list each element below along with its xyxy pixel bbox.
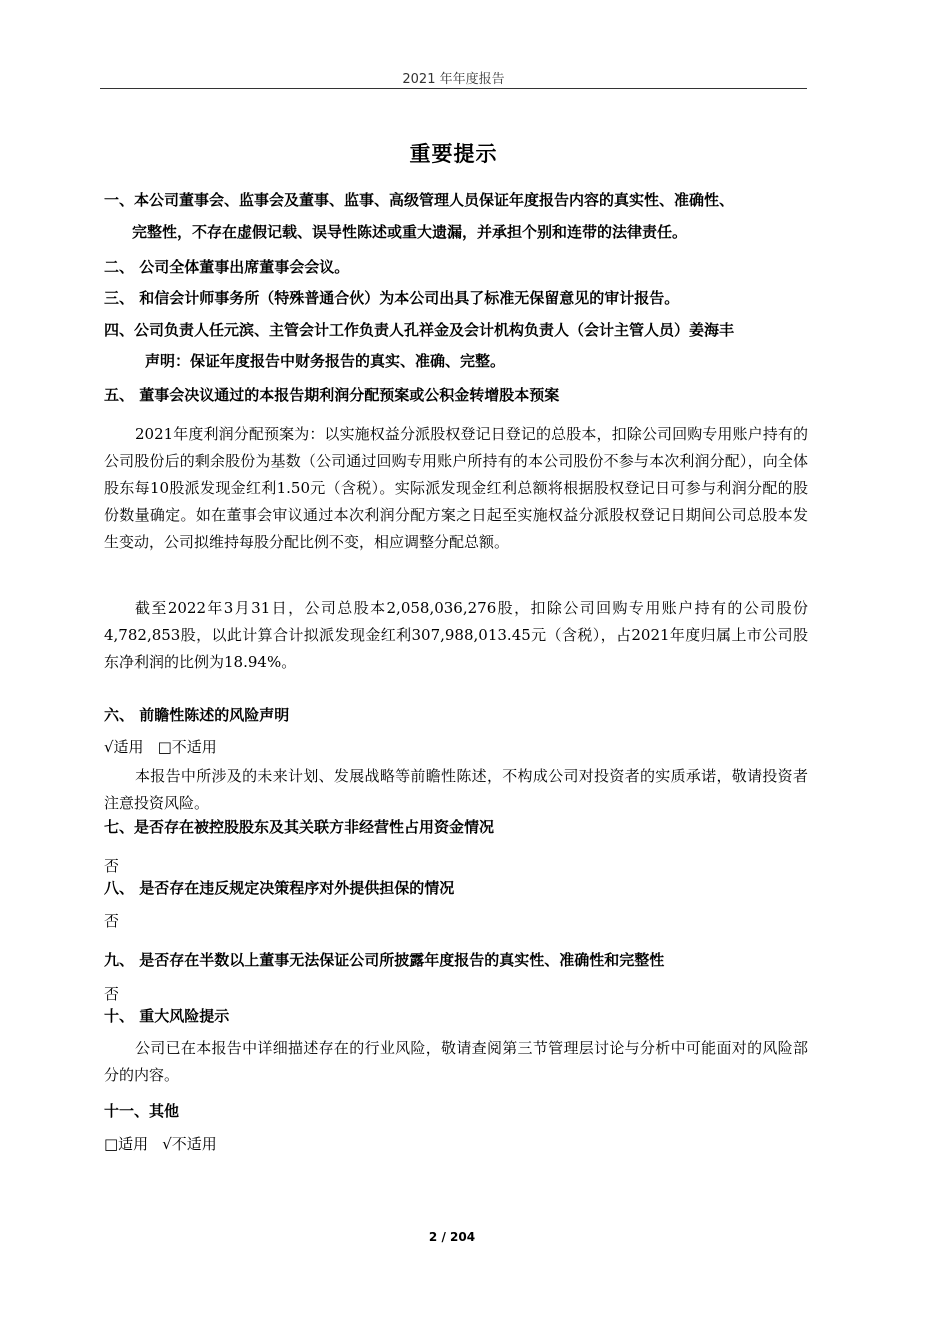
section-6-options — [104, 735, 810, 759]
section-6-applicable-checked: √适用 — [104, 738, 144, 756]
section-6-paragraph: 本报告中所涉及的未来计划、发展战略等前瞻性陈述，不构成公司对投资者的实质承诺，敬请投资者注意投资风险。 — [104, 767, 808, 812]
running-header: 2021 年年度报告 — [402, 72, 505, 87]
section-11-heading: 十一、其他 — [104, 1102, 180, 1120]
section-1-line-2: 完整性，不存在虚假记载、误导性陈述或重大遗漏，并承担个别和连带的法律责任。 — [132, 223, 688, 241]
section-5-heading: 五、 董事会决议通过的本报告期利润分配预案或公积金转增股本预案 — [104, 386, 560, 404]
section-2: 二、 公司全体董事出席董事会会议。 — [104, 258, 350, 276]
section-10-paragraph: 公司已在本报告中详细描述存在的行业风险，敬请查阅第三节管理层讨论与分析中可能面对的风险部分的内容。 — [104, 1039, 808, 1084]
section-6-heading: 六、 前瞻性陈述的风险声明 — [104, 706, 290, 724]
page-number: 2 / 204 — [428, 1230, 476, 1244]
section-11-not-applicable-checked: √不适用 — [162, 1135, 217, 1153]
page-title: 重要提示 — [409, 142, 498, 166]
section-4-line-1: 四、公司负责人任元滨、主管会计工作负责人孔祥金及会计机构负责人（会计主管人员）姜海丰 — [104, 321, 735, 339]
section-3: 三、 和信会计师事务所（特殊普通合伙）为本公司出具了标准无保留意见的审计报告。 — [104, 289, 680, 307]
section-7-answer: 否 — [104, 857, 120, 875]
section-4-line-2: 声明：保证年度报告中财务报告的真实、准确、完整。 — [145, 352, 506, 370]
section-5-paragraph-1: 2021年度利润分配预案为：以实施权益分派股权登记日登记的总股本，扣除公司回购专用账户持有的公司股份后的剩余股份为基数（公司通过回购专用账户所持有的本公司股份不参与本次利润分配），向全体股东每10股派发现金红利1.50元（含税）。实际派发现金红利总额将根据股权登记日可参与利润分配的股份数量确定。如在董事会审议通过本次利润分配方案之日起至实施权益分派股权登记日期间公司总股本发生变动，公司拟维持每股分配比例不变，相应调整分配总额。 — [104, 425, 808, 551]
section-11-options — [104, 1132, 810, 1156]
header-divider — [100, 88, 807, 89]
section-5-paragraph-2: 截至2022年3月31日，公司总股本2,058,036,276股，扣除公司回购专用账户持有的公司股份4,782,853股，以此计算合计拟派发现金红利307,988,013.45元（含税），占2021年度归属上市公司股东净利润的比例为18.94%。 — [104, 599, 808, 671]
section-10-heading: 十、 重大风险提示 — [104, 1007, 230, 1025]
section-7-heading: 七、是否存在被控股股东及其关联方非经营性占用资金情况 — [104, 818, 495, 836]
section-8-answer: 否 — [104, 912, 120, 930]
section-8-heading: 八、 是否存在违反规定决策程序对外提供担保的情况 — [104, 879, 455, 897]
section-1-line-1: 一、本公司董事会、监事会及董事、监事、高级管理人员保证年度报告内容的真实性、准确性、 — [104, 191, 735, 209]
section-9-answer: 否 — [104, 985, 120, 1003]
section-6-not-applicable-unchecked: □不适用 — [157, 738, 217, 756]
section-11-applicable-unchecked: □适用 — [104, 1135, 149, 1153]
section-9-heading: 九、 是否存在半数以上董事无法保证公司所披露年度报告的真实性、准确性和完整性 — [104, 951, 665, 969]
